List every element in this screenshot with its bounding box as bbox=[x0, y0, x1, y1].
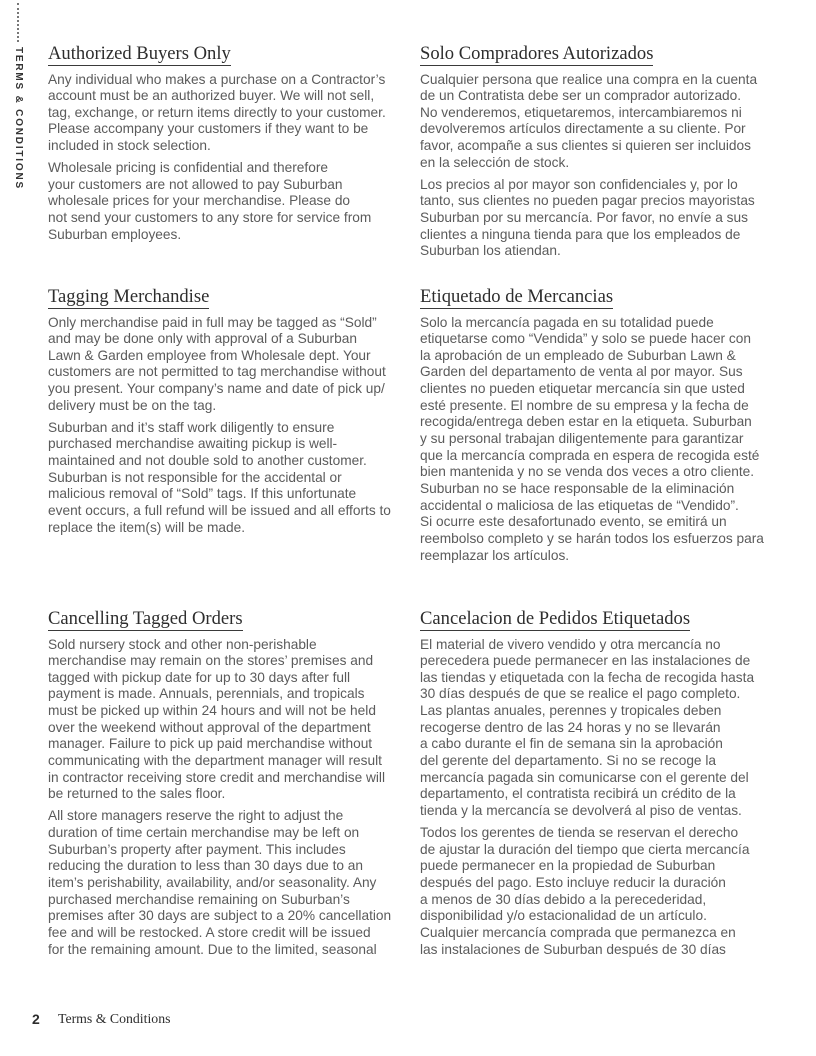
text-line: All store managers reserve the right to adjust the bbox=[48, 808, 344, 824]
text-line: etiquetarse como “Vendida” y solo se puede hacer con bbox=[420, 331, 751, 347]
text-line: tag, exchange, or return items directly to your customer. bbox=[48, 104, 386, 120]
side-section-label: TERMS & CONDITIONS bbox=[13, 47, 24, 190]
section-body bbox=[420, 72, 772, 261]
text-line: your customers are not allowed to pay Suburban bbox=[48, 176, 343, 192]
text-line: fee and will be restocked. A store credit will be issued bbox=[48, 924, 371, 940]
section-heading: Cancelacion de Pedidos Etiquetados bbox=[420, 608, 691, 629]
text-line: purchased merchandise awaiting pickup is well- bbox=[48, 436, 338, 452]
text-line: esté presente. El nombre de su empresa y la fecha de bbox=[420, 397, 749, 413]
paragraph bbox=[420, 315, 772, 565]
text-line: Solo la mercancía pagada en su totalidad puede bbox=[420, 314, 714, 330]
text-line: Suburban employees. bbox=[48, 226, 182, 242]
text-line: Suburban los atiendan. bbox=[420, 243, 561, 259]
spanish-column bbox=[420, 609, 772, 958]
text-line: Suburban is not responsible for the accidental or bbox=[48, 469, 342, 485]
section-heading: Solo Compradores Autorizados bbox=[420, 43, 654, 64]
text-line: devolveremos artículos directamente a su cliente. Por bbox=[420, 121, 746, 137]
text-line: you present. Your company’s name and date of pick up/ bbox=[48, 381, 385, 397]
text-line: Lawn & Garden employee from Wholesale dept. Your bbox=[48, 347, 371, 363]
text-line: tanto, sus clientes no pueden pagar precios mayoristas bbox=[420, 193, 755, 209]
text-line: mercancía pagada sin comunicarse con el gerente del bbox=[420, 769, 749, 785]
text-line: recogerse dentro de las 24 horas y no se llevarán bbox=[420, 719, 721, 735]
text-line: Suburban no se hace responsable de la eliminación bbox=[420, 481, 735, 497]
text-line: payment is made. Annuals, perennials, and tropicals bbox=[48, 686, 365, 702]
text-line: accidental o maliciosa de las etiquetas de “Vendido”. bbox=[420, 497, 739, 513]
text-line: puede permanecer en la propiedad de Suburban bbox=[420, 858, 716, 874]
english-column bbox=[48, 609, 400, 958]
text-line: event occurs, a full refund will be issued and all efforts to bbox=[48, 503, 391, 519]
text-line: for the remaining amount. Due to the limited, seasonal bbox=[48, 941, 377, 957]
text-line: duration of time certain merchandise may be left on bbox=[48, 825, 360, 841]
english-column bbox=[48, 44, 400, 243]
section-body bbox=[420, 637, 772, 959]
paragraph bbox=[48, 808, 400, 958]
paragraph bbox=[420, 825, 772, 958]
paragraph bbox=[48, 420, 400, 537]
spanish-column bbox=[420, 287, 772, 564]
text-line: las tiendas y etiquetada con la fecha de recogida hasta bbox=[420, 669, 755, 685]
text-line: included in stock selection. bbox=[48, 138, 211, 154]
paragraph bbox=[48, 72, 400, 155]
text-line: account must be an authorized buyer. We will not sell, bbox=[48, 88, 375, 104]
text-line: premises after 30 days are subject to a 20% cancellation bbox=[48, 908, 392, 924]
paragraph bbox=[420, 72, 772, 172]
text-line: tagged with pickup date for up to 30 days after full bbox=[48, 669, 351, 685]
text-line: Las plantas anuales, perennes y tropicales deben bbox=[420, 703, 722, 719]
section-body bbox=[420, 315, 772, 565]
page-number: 2 bbox=[32, 1011, 40, 1027]
text-line: Please accompany your customers if they want to be bbox=[48, 121, 369, 137]
side-dotted-rule bbox=[17, 3, 19, 42]
text-line: reducing the duration to less than 30 days due to an bbox=[48, 858, 364, 874]
text-line: perecedera puede permanecer en las instalaciones de bbox=[420, 653, 751, 669]
text-line: la aprobación de un empleado de Suburban Lawn & bbox=[420, 347, 736, 363]
section-tagging-merchandise bbox=[0, 286, 816, 563]
text-line: a menos de 30 días debido a la perecederidad, bbox=[420, 891, 707, 907]
text-line: disponibilidad y/o estacionalidad de un artículo. bbox=[420, 908, 707, 924]
text-line: bien mantenida y no se venda dos veces a otro cliente. bbox=[420, 464, 755, 480]
text-line: reemplazar los artículos. bbox=[420, 547, 570, 563]
text-line: communicating with the department manager will result bbox=[48, 753, 382, 769]
text-line: over the weekend without approval of the department bbox=[48, 719, 371, 735]
text-line: reembolso completo y se harán todos los esfuerzos para bbox=[420, 531, 764, 547]
text-line: que la mercancía comprada en espera de recogida esté bbox=[420, 447, 760, 463]
text-line: must be picked up within 24 hours and will not be held bbox=[48, 703, 376, 719]
text-line: not send your customers to any store for service from bbox=[48, 210, 372, 226]
text-line: merchandise may remain on the stores’ premises and bbox=[48, 653, 374, 669]
text-line: El material de vivero vendido y otra mercancía no bbox=[420, 636, 721, 652]
section-body bbox=[48, 637, 400, 959]
text-line: maintained and not double sold to another customer. bbox=[48, 453, 367, 469]
paragraph bbox=[48, 315, 400, 415]
paragraph bbox=[48, 637, 400, 804]
paragraph bbox=[48, 160, 400, 243]
text-line: de un Contratista debe ser un comprador autorizado. bbox=[420, 88, 742, 104]
text-line: a cabo durante el fin de semana sin la aprobación bbox=[420, 736, 723, 752]
section-heading: Authorized Buyers Only bbox=[48, 43, 231, 64]
text-line: manager. Failure to pick up paid merchandise without bbox=[48, 736, 373, 752]
section-heading: Etiquetado de Mercancias bbox=[420, 286, 614, 307]
text-line: favor, acompañe a sus clientes si quieren ser incluidos bbox=[420, 138, 751, 154]
text-line: clientes no pueden etiquetar mercancía sin que usted bbox=[420, 381, 745, 397]
text-line: customers are not permitted to tag merchandise without bbox=[48, 364, 386, 380]
text-line: Suburban’s property after payment. This includes bbox=[48, 841, 346, 857]
section-body bbox=[48, 72, 400, 244]
text-line: de ajustar la duración del tiempo que cierta mercancía bbox=[420, 841, 750, 857]
section-heading: Cancelling Tagged Orders bbox=[48, 608, 243, 629]
text-line: Cualquier persona que realice una compra en la cuenta bbox=[420, 71, 758, 87]
text-line: item’s perishability, availability, and/or seasonality. Any bbox=[48, 874, 377, 890]
text-line: and may be done only with approval of a Suburban bbox=[48, 331, 357, 347]
paragraph bbox=[420, 637, 772, 820]
section-heading: Tagging Merchandise bbox=[48, 286, 210, 307]
text-line: del gerente del departamento. Si no se recoge la bbox=[420, 753, 716, 769]
text-line: recogida/entrega deben estar en la etiqueta. Suburban bbox=[420, 414, 752, 430]
text-line: Only merchandise paid in full may be tagged as “Sold” bbox=[48, 314, 377, 330]
text-line: Garden del departamento de venta al por mayor. Sus bbox=[420, 364, 743, 380]
paragraph bbox=[420, 177, 772, 260]
text-line: Cualquier mercancía comprada que permanezca en bbox=[420, 924, 736, 940]
text-line: 30 días después de que se realice el pago completo. bbox=[420, 686, 741, 702]
text-line: purchased merchandise remaining on Suburban’s bbox=[48, 891, 350, 907]
text-line: in contractor receiving store credit and merchandise will bbox=[48, 769, 386, 785]
text-line: be returned to the sales floor. bbox=[48, 786, 226, 802]
text-line: wholesale prices for your merchandise. Please do bbox=[48, 193, 351, 209]
text-line: Todos los gerentes de tienda se reservan el derecho bbox=[420, 825, 739, 841]
english-column bbox=[48, 287, 400, 536]
text-line: las instalaciones de Suburban después de 30 días bbox=[420, 941, 726, 957]
text-line: Sold nursery stock and other non-perishable bbox=[48, 636, 317, 652]
footer-title: Terms & Conditions bbox=[58, 1011, 171, 1026]
text-line: Any individual who makes a purchase on a Contractor’s bbox=[48, 71, 386, 87]
text-line: tienda y la mercancía se devolverá al piso de ventas. bbox=[420, 803, 742, 819]
text-line: Suburban por su mercancía. Por favor, no envíe a sus bbox=[420, 210, 748, 226]
text-line: malicious removal of “Sold” tags. If this unfortunate bbox=[48, 486, 357, 502]
text-line: Wholesale pricing is confidential and therefore bbox=[48, 160, 328, 176]
text-line: No venderemos, etiquetaremos, intercambiaremos ni bbox=[420, 104, 742, 120]
section-cancelling-tagged-orders bbox=[0, 608, 816, 957]
text-line: delivery must be on the tag. bbox=[48, 397, 217, 413]
text-line: después del pago. Esto incluye reducir la duración bbox=[420, 874, 726, 890]
text-line: replace the item(s) will be made. bbox=[48, 519, 246, 535]
text-line: Suburban and it’s staff work diligently to ensure bbox=[48, 419, 335, 435]
text-line: Los precios al por mayor son confidenciales y, por lo bbox=[420, 176, 738, 192]
spanish-column bbox=[420, 44, 772, 260]
text-line: clientes a ninguna tienda para que los empleados de bbox=[420, 226, 741, 242]
text-line: Si ocurre este desafortunado evento, se emitirá un bbox=[420, 514, 727, 530]
section-body bbox=[48, 315, 400, 537]
text-line: departamento, el contratista recibirá un crédito de la bbox=[420, 786, 736, 802]
text-line: y su personal trabajan diligentemente para garantizar bbox=[420, 431, 744, 447]
text-line: en la selección de stock. bbox=[420, 154, 570, 170]
